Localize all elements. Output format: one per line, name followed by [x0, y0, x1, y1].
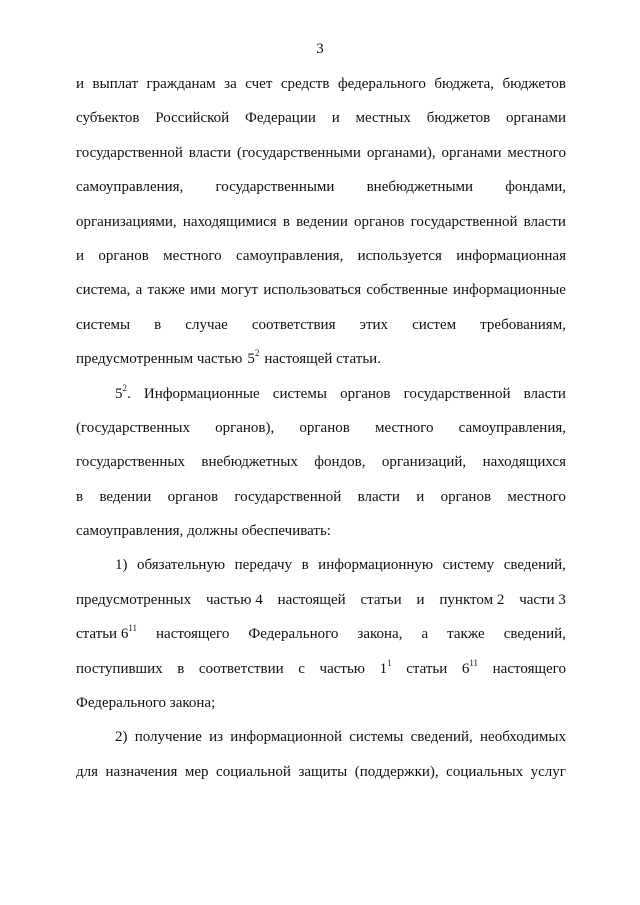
word: и	[331, 110, 340, 127]
word: фондами,	[505, 179, 566, 196]
word: (государственных	[76, 419, 190, 436]
word: закона,	[357, 626, 403, 643]
word: внебюджетных	[201, 454, 298, 471]
word: системы	[349, 729, 404, 746]
text-line	[76, 454, 566, 488]
word: местных	[355, 110, 411, 127]
word: внебюджетными	[366, 179, 474, 196]
word: государственной	[410, 213, 518, 230]
word: а	[421, 626, 429, 643]
word: с	[298, 660, 305, 677]
word: назначения	[105, 763, 178, 780]
word: обязательную	[137, 557, 226, 574]
word: бюджетов	[426, 110, 491, 127]
word: органов	[299, 419, 350, 436]
word: настоящей статьи.	[264, 351, 381, 368]
word: Федерации	[245, 110, 316, 127]
word: информационная	[456, 247, 566, 264]
word: в	[177, 660, 185, 677]
word: 1)	[115, 557, 128, 574]
word: социальной	[216, 763, 291, 780]
word: в	[76, 488, 84, 505]
word: бюджетов	[502, 76, 566, 92]
text-line	[76, 179, 566, 213]
word: $6^{11}$	[461, 657, 479, 677]
word: системы	[76, 316, 131, 333]
word: использоваться	[263, 282, 362, 299]
word: власти	[523, 213, 566, 230]
document-body	[76, 76, 566, 798]
word: органов	[354, 213, 405, 230]
word: органами	[505, 110, 566, 127]
word: органов	[167, 488, 219, 505]
word: настоящей	[277, 591, 346, 608]
word: система,	[76, 282, 131, 299]
word: ими	[190, 282, 216, 299]
word: из	[209, 729, 224, 746]
word: находящихся	[482, 454, 566, 471]
text-line	[76, 657, 566, 695]
word: государственной	[76, 144, 183, 161]
word: социальных	[446, 763, 524, 780]
word: в	[154, 316, 162, 333]
word: самоуправления, должны обеспечивать:	[76, 523, 331, 540]
word: органов),	[215, 419, 275, 436]
word: местного	[507, 144, 566, 161]
word: власти	[188, 144, 232, 161]
word: ведении	[296, 213, 348, 230]
word: пунктом 2	[439, 591, 505, 608]
word: (государственными	[236, 144, 361, 161]
word: 2)	[115, 729, 128, 746]
word: услуг	[530, 763, 566, 780]
text-line	[76, 489, 566, 523]
word: части 3	[519, 591, 566, 608]
text-line	[76, 557, 566, 591]
word: гражданам	[146, 76, 216, 92]
word: и	[76, 247, 85, 264]
word: систем	[412, 316, 457, 333]
word: находящимися	[182, 213, 277, 230]
text-line	[76, 695, 566, 729]
word: информационные	[452, 282, 566, 299]
word: органов	[98, 247, 149, 264]
word: власти	[523, 385, 566, 402]
word: и	[416, 488, 425, 505]
text-line	[76, 76, 566, 110]
word: фондов,	[314, 454, 366, 471]
word: Российской	[155, 110, 230, 127]
word: власти	[357, 488, 400, 505]
word: государственных	[76, 454, 185, 471]
word: системы	[272, 385, 327, 402]
word: государственной	[234, 488, 342, 505]
word: самоуправления,	[76, 179, 184, 196]
word: сведений,	[503, 626, 566, 643]
text-line	[76, 764, 566, 798]
word: частью 4	[205, 591, 263, 608]
word: настоящего	[156, 626, 230, 643]
word: требованиям,	[480, 316, 566, 333]
text-line	[76, 523, 566, 557]
word: информационную	[318, 557, 434, 574]
word: выплат	[92, 76, 139, 92]
word: государственной	[403, 385, 511, 402]
word: поступивших	[76, 660, 163, 677]
text-line	[76, 592, 566, 626]
word: самоуправления,	[235, 247, 344, 264]
text-line	[76, 214, 566, 248]
word: $5^2$.	[115, 382, 131, 402]
word: статьи	[360, 591, 402, 608]
word: а	[135, 282, 143, 299]
page-number: 3	[316, 41, 324, 57]
word: организаций,	[381, 454, 467, 471]
word: Федерального	[248, 626, 339, 643]
word: используется	[357, 247, 442, 264]
word: настоящего	[492, 660, 566, 677]
word: организациями,	[76, 213, 177, 230]
word: органов	[340, 385, 391, 402]
word: федерального	[337, 76, 426, 92]
word: счет	[245, 76, 273, 92]
word: ведении	[99, 488, 152, 505]
word: в	[282, 213, 290, 230]
word: (поддержки),	[354, 763, 439, 780]
word: и	[76, 76, 85, 92]
word: также	[447, 626, 485, 643]
word: субъектов	[76, 110, 140, 127]
word: частью	[319, 660, 366, 677]
word: статьи	[406, 660, 448, 677]
text-line	[76, 282, 566, 316]
word: бюджета,	[434, 76, 495, 92]
word: также	[147, 282, 185, 299]
text-line	[76, 145, 566, 179]
word: предусмотренных	[76, 591, 192, 608]
word: местного	[374, 419, 434, 436]
word: государственными	[215, 179, 335, 196]
word: необходимых	[480, 729, 566, 746]
word: защиты	[298, 763, 348, 780]
word: получение	[134, 729, 202, 746]
word: самоуправления,	[458, 419, 566, 436]
text-line	[76, 248, 566, 282]
word: могут	[220, 282, 259, 299]
word: Федерального закона;	[76, 695, 216, 712]
text-line	[76, 382, 566, 420]
word: органами	[441, 144, 502, 161]
text-line	[76, 348, 566, 385]
word: соответствии	[198, 660, 284, 677]
word: статьи $6^{11}$	[76, 623, 138, 643]
text-line	[76, 317, 566, 351]
word: местного	[507, 488, 566, 505]
text-line	[76, 420, 566, 454]
word: и	[416, 591, 425, 608]
word: мер	[184, 763, 209, 780]
word: систему	[442, 557, 495, 574]
word: случае	[185, 316, 228, 333]
word: органов	[440, 488, 492, 505]
word: сведений,	[503, 557, 566, 574]
word: Информационные	[143, 385, 260, 402]
text-line	[76, 729, 566, 763]
word: соответствия	[251, 316, 336, 333]
word: передачу	[234, 557, 293, 574]
word: собственные	[366, 282, 448, 299]
word: средств	[280, 76, 330, 92]
word: информационной	[230, 729, 343, 746]
word: в	[301, 557, 309, 574]
word: для	[76, 763, 99, 780]
word: местного	[163, 247, 222, 264]
word: сведений,	[410, 729, 473, 746]
word: органами),	[366, 144, 436, 161]
word: предусмотренным частью	[76, 351, 243, 368]
text-line	[76, 110, 566, 144]
word: $5^2$	[247, 348, 260, 368]
word: $1^1$	[379, 657, 392, 677]
word: за	[224, 76, 237, 92]
text-line	[76, 623, 566, 660]
word: этих	[359, 316, 389, 333]
